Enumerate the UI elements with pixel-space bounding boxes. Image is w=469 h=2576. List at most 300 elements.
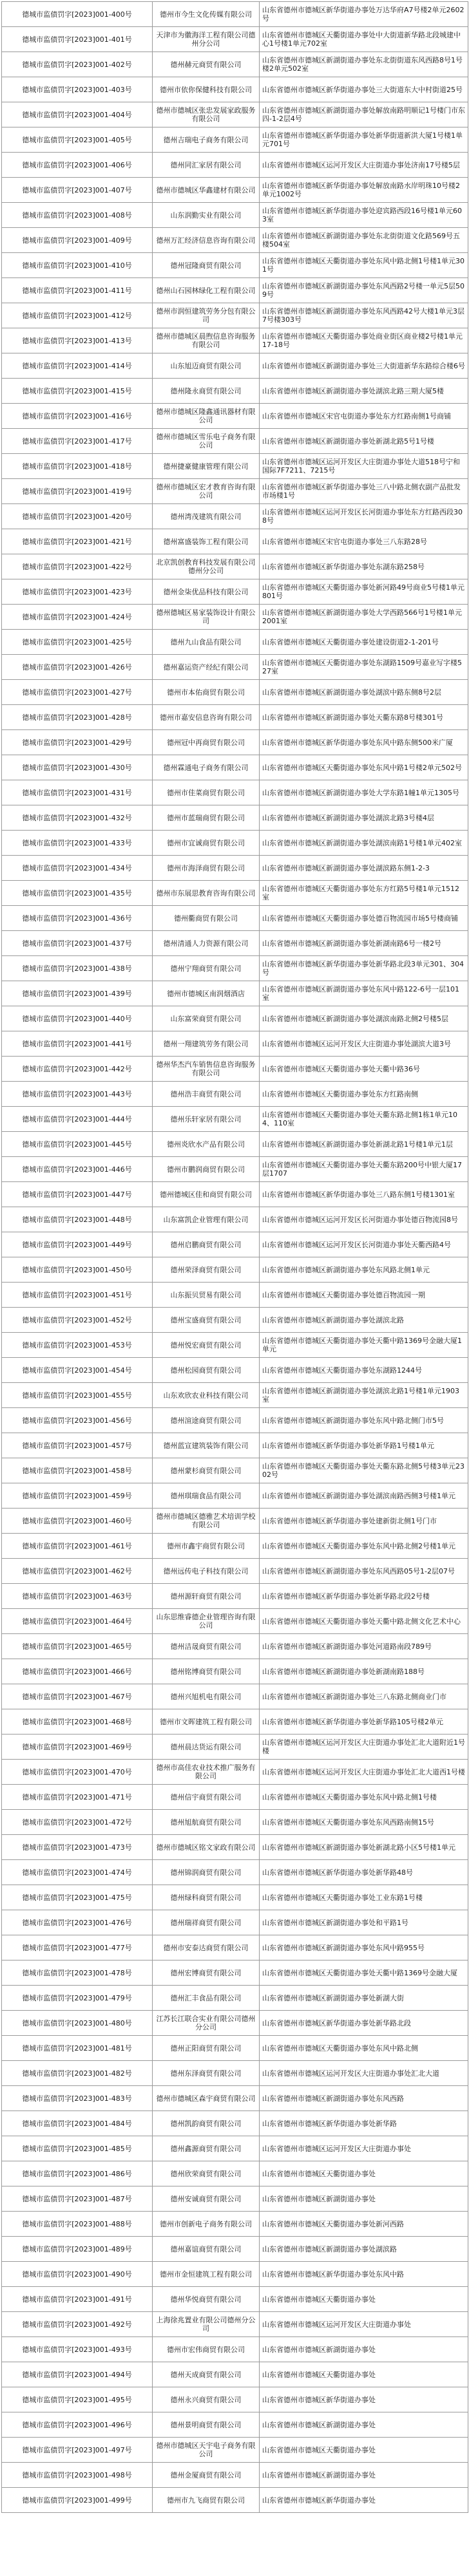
address-cell: 山东省德州市德城区天衢街道办事处: [260, 2161, 468, 2186]
penalty-number-cell: 德城市监债罚字[2023]001-445号: [2, 1132, 153, 1157]
table-row: [2, 1935, 468, 1960]
address-cell: 山东省德州市德城区新华街道办事处新华路北段3单元301、304号: [260, 956, 468, 981]
company-name-cell: 德州九山食品有限公司: [153, 630, 260, 655]
penalty-number-cell: 德城市监债罚字[2023]001-416号: [2, 404, 153, 429]
address-cell: 山东省德州市德城区新湖街道办事处湖滨中路东侧8号2层: [260, 680, 468, 705]
penalty-number-cell: 德城市监债罚字[2023]001-427号: [2, 680, 153, 705]
address-cell: 山东省德州市德城区新湖街道办事处新湖北路1号楼1单元1层: [260, 1132, 468, 1157]
table-row: [2, 2212, 468, 2237]
penalty-number-cell: 德城市监债罚字[2023]001-432号: [2, 805, 153, 831]
company-name-cell: 德州鑫源商贸有限公司: [153, 2136, 260, 2161]
address-cell: 山东省德州市德城区新华街道办事处东湖东路258号: [260, 554, 468, 579]
address-cell: 山东省德州市德城区新华街道办事处: [260, 2387, 468, 2412]
penalty-number-cell: 德城市监债罚字[2023]001-410号: [2, 253, 153, 278]
company-name-cell: 山东振贝贸易有限公司: [153, 1283, 260, 1308]
table-row: [2, 755, 468, 780]
address-cell: 山东省德州市德城区新华街道办事处: [260, 2488, 468, 2513]
table-row: [2, 2111, 468, 2136]
address-cell: 山东省德州市德城区新湖街道办事处大学东路1幢1单元1305号: [260, 780, 468, 805]
company-name-cell: 德州铭博商贸有限公司: [153, 1659, 260, 1684]
company-name-cell: 德州荣泽商贸有限公司: [153, 1257, 260, 1283]
company-name-cell: 德州永兴商贸有限公司: [153, 2387, 260, 2412]
table-row: [2, 102, 468, 127]
table-row: [2, 1383, 468, 1408]
table-row: [2, 1257, 468, 1283]
company-name-cell: 德州宁翔商贸有限公司: [153, 956, 260, 981]
address-cell: 山东省德州市德城区新湖街道办事处东风中路122-6号一层101室: [260, 981, 468, 1006]
table-row: [2, 504, 468, 529]
company-name-cell: 德州汇丰食品有限公司: [153, 1986, 260, 2011]
address-cell: 山东省德州市德城区新湖街道办事处河道路南段789号: [260, 1634, 468, 1659]
table-row: [2, 1433, 468, 1458]
penalty-number-cell: 德城市监债罚字[2023]001-423号: [2, 579, 153, 605]
company-name-cell: 德州冠中再商贸有限公司: [153, 730, 260, 755]
company-name-cell: 德州山石园林绿化工程有限公司: [153, 278, 260, 303]
penalty-number-cell: 德城市监债罚字[2023]001-424号: [2, 605, 153, 630]
table-row: [2, 2086, 468, 2111]
company-name-cell: 德州启鹏商贸有限公司: [153, 1232, 260, 1257]
address-cell: 山东省德州市德城区宋官屯街道办事处三八东路28号: [260, 529, 468, 554]
table-row: [2, 2186, 468, 2212]
company-name-cell: 德州市德城区天宇电子商务有限公司: [153, 2438, 260, 2463]
address-cell: 山东省德州市德城区运河开发区大庄街道办事处济南17号楼5层: [260, 153, 468, 178]
table-row: [2, 2488, 468, 2513]
company-name-cell: 德州嘉谊商贸有限公司: [153, 2237, 260, 2262]
penalty-number-cell: 德城市监债罚字[2023]001-472号: [2, 1810, 153, 1835]
penalty-number-cell: 德城市监债罚字[2023]001-467号: [2, 1684, 153, 1709]
address-cell: 山东省德州市德城区天衢街道办事处天衢东路北侧5号楼3单元2302号: [260, 1458, 468, 1483]
table-row: [2, 1659, 468, 1684]
penalty-number-cell: 德城市监债罚字[2023]001-406号: [2, 153, 153, 178]
penalty-number-cell: 德城市监债罚字[2023]001-402号: [2, 52, 153, 77]
company-name-cell: 山东欢欣农业科技有限公司: [153, 1383, 260, 1408]
penalty-number-cell: 德城市监债罚字[2023]001-455号: [2, 1383, 153, 1408]
company-name-cell: 德州天成商贸有限公司: [153, 2362, 260, 2387]
address-cell: 山东省德州市德城区新华街道办事处三大街道东大中村街道25号: [260, 77, 468, 102]
company-name-cell: 德州万汇经济信息咨询有限公司: [153, 228, 260, 253]
address-cell: 山东省德州市德城区天衢街道办事处东风中路1号楼2单元502号: [260, 755, 468, 780]
table-row: [2, 1157, 468, 1182]
company-name-cell: 德州吉瑞电子商务有限公司: [153, 127, 260, 153]
address-cell: 山东省德州市德城区运河开发区大庄街道办事处汇北大道西1号楼: [260, 1760, 468, 1785]
table-row: [2, 705, 468, 730]
table-row: [2, 228, 468, 253]
table-row: [2, 1760, 468, 1785]
address-cell: 山东省德州市德城区新湖街道办事处湖滨北路: [260, 1308, 468, 1333]
company-name-cell: 德州金柒优品科技有限公司: [153, 579, 260, 605]
address-cell: 山东省德州市德城区新华街道办事处新华路1号楼1单元: [260, 1433, 468, 1458]
table-row: [2, 1910, 468, 1935]
table-row: [2, 1006, 468, 1031]
company-name-cell: 山东旭迈商贸有限公司: [153, 353, 260, 379]
address-cell: 山东省德州市德城区新华街道办事处东风中路: [260, 2262, 468, 2287]
address-cell: 山东省德州市德城区新华街道办事处东风中路东侧500米广厦: [260, 730, 468, 755]
penalty-number-cell: 德城市监债罚字[2023]001-405号: [2, 127, 153, 153]
penalty-number-cell: 德城市监债罚字[2023]001-462号: [2, 1559, 153, 1584]
penalty-number-cell: 德城市监债罚字[2023]001-407号: [2, 178, 153, 203]
address-cell: 山东省德州市德城区新湖街道办事处东风中路955号: [260, 1935, 468, 1960]
penalty-number-cell: 德城市监债罚字[2023]001-470号: [2, 1760, 153, 1785]
company-name-cell: 德州霖通电子商务有限公司: [153, 755, 260, 780]
penalty-number-cell: 德城市监债罚字[2023]001-484号: [2, 2111, 153, 2136]
table-row: [2, 1860, 468, 1885]
address-cell: 山东省德州市德城区新湖街道办事处东风中路北侧门市5号: [260, 1408, 468, 1433]
table-row: [2, 429, 468, 454]
company-name-cell: 德州锦润商贸有限公司: [153, 1860, 260, 1885]
company-name-cell: 德州信宇商贸有限公司: [153, 1785, 260, 1810]
penalty-number-cell: 德城市监债罚字[2023]001-435号: [2, 881, 153, 906]
penalty-number-cell: 德城市监债罚字[2023]001-457号: [2, 1433, 153, 1458]
company-name-cell: 山东思维睿德企业管理咨询有限公司: [153, 1609, 260, 1634]
penalty-number-cell: 德城市监债罚字[2023]001-488号: [2, 2212, 153, 2237]
address-cell: 山东省德州市德城区新华街道办事处新华路: [260, 2111, 468, 2136]
address-cell: 山东省德州市德城区天衢街道办事处新河西路: [260, 2212, 468, 2237]
penalty-number-cell: 德城市监债罚字[2023]001-426号: [2, 655, 153, 680]
penalty-number-cell: 德城市监债罚字[2023]001-491号: [2, 2287, 153, 2312]
table-row: [2, 1358, 468, 1383]
penalty-number-cell: 德城市监债罚字[2023]001-498号: [2, 2463, 153, 2488]
table-row: [2, 77, 468, 102]
address-cell: 山东省德州市德城区新湖街道办事处东风路北侧1单元: [260, 1257, 468, 1283]
penalty-number-cell: 德城市监债罚字[2023]001-414号: [2, 353, 153, 379]
table-row: [2, 1458, 468, 1483]
penalty-number-cell: 德城市监债罚字[2023]001-429号: [2, 730, 153, 755]
penalty-number-cell: 德城市监债罚字[2023]001-404号: [2, 102, 153, 127]
company-name-cell: 德州清通人力资源有限公司: [153, 931, 260, 956]
table-row: [2, 278, 468, 303]
address-cell: 山东省德州市德城区新华街道办事处三八中路北侧农副产品批发市场楼1号: [260, 479, 468, 504]
company-name-cell: 德州炎欣水产品有限公司: [153, 1132, 260, 1157]
penalty-number-cell: 德城市监债罚字[2023]001-451号: [2, 1283, 153, 1308]
address-cell: 山东省德州市德城区新湖街道办事处: [260, 2337, 468, 2362]
company-name-cell: 德州市鹏润商贸有限公司: [153, 1157, 260, 1182]
address-cell: 山东省德州市德城区新华街道办事处新华路105号楼2单元: [260, 1709, 468, 1735]
company-name-cell: 德州市德城区张忠发展家政服务有限公司: [153, 102, 260, 127]
table-row: [2, 2036, 468, 2061]
address-cell: 山东省德州市德城区新华街道办事处新华路北段: [260, 2011, 468, 2036]
penalty-number-cell: 德城市监债罚字[2023]001-436号: [2, 906, 153, 931]
company-name-cell: 德州旭航商贸有限公司: [153, 1810, 260, 1835]
company-name-cell: 德州市润恒建筑劳务分包有限公司: [153, 303, 260, 328]
company-name-cell: 德州市德城区德雅艺术培训学校有限公司: [153, 1509, 260, 1534]
penalty-number-cell: 德城市监债罚字[2023]001-442号: [2, 1057, 153, 1082]
penalty-number-cell: 德城市监债罚字[2023]001-469号: [2, 1735, 153, 1760]
address-cell: 山东省德州市德城区运河开发区大庄街道办事处湖滨大道3号: [260, 1031, 468, 1057]
penalty-number-cell: 德城市监债罚字[2023]001-486号: [2, 2161, 153, 2186]
penalty-number-cell: 德城市监债罚字[2023]001-415号: [2, 379, 153, 404]
company-name-cell: 德州市安泰达商贸有限公司: [153, 1935, 260, 1960]
penalty-number-cell: 德城市监债罚字[2023]001-422号: [2, 554, 153, 579]
address-cell: 山东省德州市德城区新湖街道办事处天衢东路8号楼301号: [260, 705, 468, 730]
penalty-number-cell: 德城市监债罚字[2023]001-437号: [2, 931, 153, 956]
table-row: [2, 2337, 468, 2362]
table-row: [2, 1232, 468, 1257]
company-name-cell: 德州绿科商贸有限公司: [153, 1885, 260, 1910]
company-name-cell: 德州正阳商贸有限公司: [153, 2036, 260, 2061]
company-name-cell: 德州兴旭机电有限公司: [153, 1684, 260, 1709]
company-name-cell: 德州德城区佳和商贸有限公司: [153, 1182, 260, 1207]
table-row: [2, 1082, 468, 1107]
company-name-cell: 德州蓝宣建筑装饰有限公司: [153, 1433, 260, 1458]
penalty-number-cell: 德城市监债罚字[2023]001-438号: [2, 956, 153, 981]
company-name-cell: 德州市德城区铭文家政有限公司: [153, 1835, 260, 1860]
table-row: [2, 554, 468, 579]
table-row: [2, 881, 468, 906]
address-cell: 山东省德州市德城区新华街道办事处万达华府A7号楼2单元2602号: [260, 2, 468, 27]
company-name-cell: 德州市德城区雪乐电子商务有限公司: [153, 429, 260, 454]
company-name-cell: 德州琪瑞食品有限公司: [153, 1483, 260, 1509]
penalty-number-cell: 德城市监债罚字[2023]001-449号: [2, 1232, 153, 1257]
table-row: [2, 379, 468, 404]
table-row: [2, 931, 468, 956]
table-row: [2, 127, 468, 153]
address-cell: 山东省德州市德城区新湖街道办事处湖滨路东侧1-2-3: [260, 856, 468, 881]
address-cell: 山东省德州市德城区天衢街道办事处东风中路北侧: [260, 2036, 468, 2061]
penalty-number-cell: 德城市监债罚字[2023]001-446号: [2, 1157, 153, 1182]
penalty-number-cell: 德城市监债罚字[2023]001-460号: [2, 1509, 153, 1534]
address-cell: 山东省德州市德城区新湖街道办事处湖滨路: [260, 2237, 468, 2262]
company-name-cell: 北京凯创教育科技发展有限公司德州分公司: [153, 554, 260, 579]
company-name-cell: 德州浩丰商贸有限公司: [153, 1082, 260, 1107]
penalty-number-cell: 德城市监债罚字[2023]001-425号: [2, 630, 153, 655]
company-name-cell: 德州市东展思教育咨询有限公司: [153, 881, 260, 906]
penalty-number-cell: 德城市监债罚字[2023]001-421号: [2, 529, 153, 554]
table-row: [2, 981, 468, 1006]
address-cell: 山东省德州市德城区天衢街道办事处东方红路南侧: [260, 1082, 468, 1107]
table-row: [2, 2237, 468, 2262]
table-row: [2, 805, 468, 831]
address-cell: 山东省德州市德城区新湖街道办事处: [260, 2412, 468, 2438]
table-row: [2, 856, 468, 881]
table-row: [2, 2061, 468, 2086]
company-name-cell: 德州市海泽商贸有限公司: [153, 856, 260, 881]
penalty-number-cell: 德城市监债罚字[2023]001-418号: [2, 454, 153, 479]
penalty-number-cell: 德城市监债罚字[2023]001-428号: [2, 705, 153, 730]
address-cell: 山东省德州市德城区新湖街道办事处东北街街道东风西路8号1号楼2单元502室: [260, 52, 468, 77]
address-cell: 山东省德州市德城区新湖街道办事处新湖南路6号一楼2号: [260, 931, 468, 956]
penalty-number-cell: 德城市监债罚字[2023]001-485号: [2, 2136, 153, 2161]
penalty-number-cell: 德城市监债罚字[2023]001-479号: [2, 1986, 153, 2011]
table-row: [2, 1207, 468, 1232]
company-name-cell: 德州富盛装饰工程有限公司: [153, 529, 260, 554]
company-name-cell: 德州洁晟商贸有限公司: [153, 1634, 260, 1659]
address-cell: 山东省德州市德城区天衢街道办事处工业东路1号楼: [260, 1885, 468, 1910]
address-cell: 山东省德州市德城区新湖街道办事处东风西路2号楼一单元5层509号: [260, 278, 468, 303]
company-name-cell: 德州市依你保健科技有限公司: [153, 77, 260, 102]
company-name-cell: 德州宏博商贸有限公司: [153, 1960, 260, 1986]
table-row: [2, 2011, 468, 2036]
penalty-number-cell: 德城市监债罚字[2023]001-499号: [2, 2488, 153, 2513]
company-name-cell: 德州市宜诚商贸有限公司: [153, 831, 260, 856]
penalty-number-cell: 德城市监债罚字[2023]001-477号: [2, 1935, 153, 1960]
address-cell: 山东省德州市德城区新湖街道办事处湖滨北路1号楼1单元1903室: [260, 1383, 468, 1408]
company-name-cell: 德州市德城区森宇商贸有限公司: [153, 2086, 260, 2111]
table-row: [2, 1483, 468, 1509]
company-name-cell: 德州市今生文化传媒有限公司: [153, 2, 260, 27]
address-cell: 山东省德州市德城区新湖街道办事处湖滨南路北侧2号楼5层: [260, 1006, 468, 1031]
penalty-number-cell: 德城市监债罚字[2023]001-401号: [2, 27, 153, 52]
penalty-number-cell: 德城市监债罚字[2023]001-459号: [2, 1483, 153, 1509]
table-row: [2, 1709, 468, 1735]
table-row: [2, 2438, 468, 2463]
table-row: [2, 1333, 468, 1358]
penalty-number-cell: 德城市监债罚字[2023]001-420号: [2, 504, 153, 529]
table-row: [2, 1308, 468, 1333]
penalty-number-cell: 德城市监债罚字[2023]001-431号: [2, 780, 153, 805]
address-cell: 山东省德州市德城区新华街道办事处三八路东侧1号楼1301室: [260, 1182, 468, 1207]
address-cell: 山东省德州市德城区运河开发区大庄街道办事处汇北大道附近1号楼: [260, 1735, 468, 1760]
penalty-number-cell: 德城市监债罚字[2023]001-461号: [2, 1534, 153, 1559]
address-cell: 山东省德州市德城区新湖街道办事处湖滨北路3号楼4层: [260, 805, 468, 831]
table-row: [2, 52, 468, 77]
table-row: [2, 2161, 468, 2186]
company-name-cell: 德州市德城区南润烟酒店: [153, 981, 260, 1006]
table-row: [2, 1735, 468, 1760]
address-cell: 山东省德州市德城区运河开发区长河街道办事处东方红路西段308号: [260, 504, 468, 529]
address-cell: 山东省德州市德城区天衢街道办事处商业街区商业楼2号楼1单元17-18号: [260, 328, 468, 353]
table-row: [2, 1684, 468, 1709]
address-cell: 山东省德州市德城区新华街道办事处新华街道新洪大厦1号楼1单元701号: [260, 127, 468, 153]
address-cell: 山东省德州市德城区新湖街道办事处新湖南路188号: [260, 1659, 468, 1684]
table-row: [2, 2, 468, 27]
penalty-number-cell: 德城市监债罚字[2023]001-493号: [2, 2337, 153, 2362]
table-row: [2, 153, 468, 178]
table-row: [2, 178, 468, 203]
company-name-cell: 江苏长江联合实业有限公司德州分公司: [153, 2011, 260, 2036]
company-name-cell: 山东润勤实业有限公司: [153, 203, 260, 228]
table-row: [2, 27, 468, 52]
penalty-number-cell: 德城市监债罚字[2023]001-439号: [2, 981, 153, 1006]
company-name-cell: 德州远传电子科技有限公司: [153, 1559, 260, 1584]
company-name-cell: 德州东泽商贸有限公司: [153, 2061, 260, 2086]
address-cell: 山东省德州市德城区宋官屯街道办事处东方红路南侧1号商铺: [260, 404, 468, 429]
company-name-cell: 德州欣荣商贸有限公司: [153, 2161, 260, 2186]
address-cell: 山东省德州市德城区新湖街道办事处和平路1号: [260, 1910, 468, 1935]
table-row: [2, 1107, 468, 1132]
address-cell: 山东省德州市德城区新湖街道办事处解放南路明顺记1号楼门市东四-1-2层4号: [260, 102, 468, 127]
company-name-cell: 上海徐兆置业有限公司德州分公司: [153, 2312, 260, 2337]
table-row: [2, 1132, 468, 1157]
address-cell: 山东省德州市德城区运河开发区大庄街道办事处大道518号宁和国际7F7211、7215号: [260, 454, 468, 479]
table-row: [2, 1634, 468, 1659]
table-row: [2, 605, 468, 630]
table-body: [2, 2, 468, 2513]
address-cell: 山东省德州市德城区新湖街道办事处东北街街道文化路569号五楼504室: [260, 228, 468, 253]
penalty-number-cell: 德城市监债罚字[2023]001-490号: [2, 2262, 153, 2287]
address-cell: 山东省德州市德城区天衢街道办事处天衢东路200号中银大厦17层1707: [260, 1157, 468, 1182]
company-name-cell: 德州市金恒建筑工程有限公司: [153, 2262, 260, 2287]
penalty-number-cell: 德城市监债罚字[2023]001-454号: [2, 1358, 153, 1383]
address-cell: 山东省德州市德城区天衢街道办事处东湖路1509号嘉业写字楼527室: [260, 655, 468, 680]
company-name-cell: 德州冠隆商贸有限公司: [153, 253, 260, 278]
address-cell: 山东省德州市德城区天衢街道办事处东湖路1244号: [260, 1358, 468, 1383]
company-name-cell: 德州一翔建筑劳务有限公司: [153, 1031, 260, 1057]
address-cell: 山东省德州市德城区运河开发区长河街道办事处天衢西路4号: [260, 1232, 468, 1257]
table-row: [2, 730, 468, 755]
address-cell: 山东省德州市德城区天衢街道办事处天衢中路1369号金融大厦1单元: [260, 1333, 468, 1358]
address-cell: 山东省德州市德城区运河开发区长河街道办事处德百物流园8号: [260, 1207, 468, 1232]
table-row: [2, 780, 468, 805]
penalty-number-cell: 德城市监债罚字[2023]001-476号: [2, 1910, 153, 1935]
company-name-cell: 德州赫元商贸有限公司: [153, 52, 260, 77]
table-row: [2, 1057, 468, 1082]
company-name-cell: 德州市本佑商贸有限公司: [153, 680, 260, 705]
address-cell: 山东省德州市德城区新华街道办事处建新街北侧1号门市: [260, 1509, 468, 1534]
penalty-number-cell: 德城市监债罚字[2023]001-495号: [2, 2387, 153, 2412]
penalty-number-cell: 德城市监债罚字[2023]001-452号: [2, 1308, 153, 1333]
company-name-cell: 德州金厦商贸有限公司: [153, 2463, 260, 2488]
table-row: [2, 956, 468, 981]
company-name-cell: 德州华杰汽车销售信息咨询服务有限公司: [153, 1057, 260, 1082]
penalty-number-cell: 德城市监债罚字[2023]001-419号: [2, 479, 153, 504]
penalty-number-cell: 德城市监债罚字[2023]001-474号: [2, 1860, 153, 1885]
address-cell: 山东省德州市德城区天衢街道办事处: [260, 2287, 468, 2312]
company-name-cell: 山东富凯企业管理有限公司: [153, 1207, 260, 1232]
table-row: [2, 1559, 468, 1584]
address-cell: 山东省德州市德城区天衢街道办事处天衢中路36号: [260, 1057, 468, 1082]
company-name-cell: 德州德城区易家装饰设计有限公司: [153, 605, 260, 630]
address-cell: 山东省德州市德城区天衢街道办事处: [260, 2362, 468, 2387]
table-row: [2, 1534, 468, 1559]
address-cell: 山东省德州市德城区天衢街道办事处中大街道新华路北段城建中心1号楼1单元702室: [260, 27, 468, 52]
address-cell: 山东省德州市德城区新湖街道办事处湖滨南路西侧3号楼1单元: [260, 1483, 468, 1509]
penalty-number-cell: 德城市监债罚字[2023]001-430号: [2, 755, 153, 780]
penalty-number-cell: 德城市监债罚字[2023]001-480号: [2, 2011, 153, 2036]
penalty-number-cell: 德城市监债罚字[2023]001-465号: [2, 1634, 153, 1659]
table-row: [2, 630, 468, 655]
company-name-cell: 德州瑞祥商贸有限公司: [153, 1910, 260, 1935]
address-cell: 山东省德州市德城区新湖街道办事处东风西路42号大楼1单元3层7号楼303号: [260, 303, 468, 328]
table-row: [2, 579, 468, 605]
address-cell: 山东省德州市德城区新湖街道办事处三八东路北侧商业门市: [260, 1684, 468, 1709]
table-row: [2, 1509, 468, 1534]
address-cell: 山东省德州市德城区运河开发区大庄街道办事处汇北大道: [260, 2061, 468, 2086]
address-cell: 山东省德州市德城区天衢街道办事处东风中路北侧1号楼1单元301号: [260, 253, 468, 278]
table-row: [2, 1609, 468, 1634]
company-name-cell: 德州蒙杉商贸有限公司: [153, 1458, 260, 1483]
address-cell: 山东省德州市德城区天衢街道办事处东风西路南侧15号: [260, 1810, 468, 1835]
address-cell: 山东省德州市德城区新湖街道办事处新湖北路5号1号楼: [260, 429, 468, 454]
penalty-number-cell: 德城市监债罚字[2023]001-409号: [2, 228, 153, 253]
company-name-cell: 德州同汇家居有限公司: [153, 153, 260, 178]
address-cell: 山东省德州市德城区新湖街道办事处东风西路: [260, 2086, 468, 2111]
penalty-number-cell: 德城市监债罚字[2023]001-468号: [2, 1709, 153, 1735]
penalty-number-cell: 德城市监债罚字[2023]001-489号: [2, 2237, 153, 2262]
company-name-cell: 德州市德城区隆鑫通讯器材有限公司: [153, 404, 260, 429]
address-cell: 山东省德州市德城区运河开发区大庄街道办事处: [260, 2312, 468, 2337]
address-cell: 山东省德州市德城区天衢街道办事处新河路49号商业5号楼1单元801号: [260, 579, 468, 605]
table-row: [2, 1835, 468, 1860]
penalty-number-cell: 德城市监债罚字[2023]001-447号: [2, 1182, 153, 1207]
penalty-number-cell: 德城市监债罚字[2023]001-478号: [2, 1960, 153, 1986]
table-row: [2, 479, 468, 504]
penalty-number-cell: 德城市监债罚字[2023]001-408号: [2, 203, 153, 228]
company-name-cell: 德州湾茂建筑有限公司: [153, 504, 260, 529]
company-name-cell: 山东富荣商贸有限公司: [153, 1006, 260, 1031]
table-row: [2, 1960, 468, 1986]
company-name-cell: 德州乐轩家居有限公司: [153, 1107, 260, 1132]
address-cell: 山东省德州市德城区新湖街道办事处三大街道新华东路综合楼6号: [260, 353, 468, 379]
company-name-cell: 德州市九飞商贸有限公司: [153, 2488, 260, 2513]
table-row: [2, 1584, 468, 1609]
table-row: [2, 1810, 468, 1835]
penalty-number-cell: 德城市监债罚字[2023]001-494号: [2, 2362, 153, 2387]
table-row: [2, 303, 468, 328]
table-row: [2, 2136, 468, 2161]
company-name-cell: 德州嘉运资产经纪有限公司: [153, 655, 260, 680]
table-row: [2, 1408, 468, 1433]
address-cell: 山东省德州市德城区天衢街道办事处天衢中路1369号金融大厦: [260, 1960, 468, 1986]
